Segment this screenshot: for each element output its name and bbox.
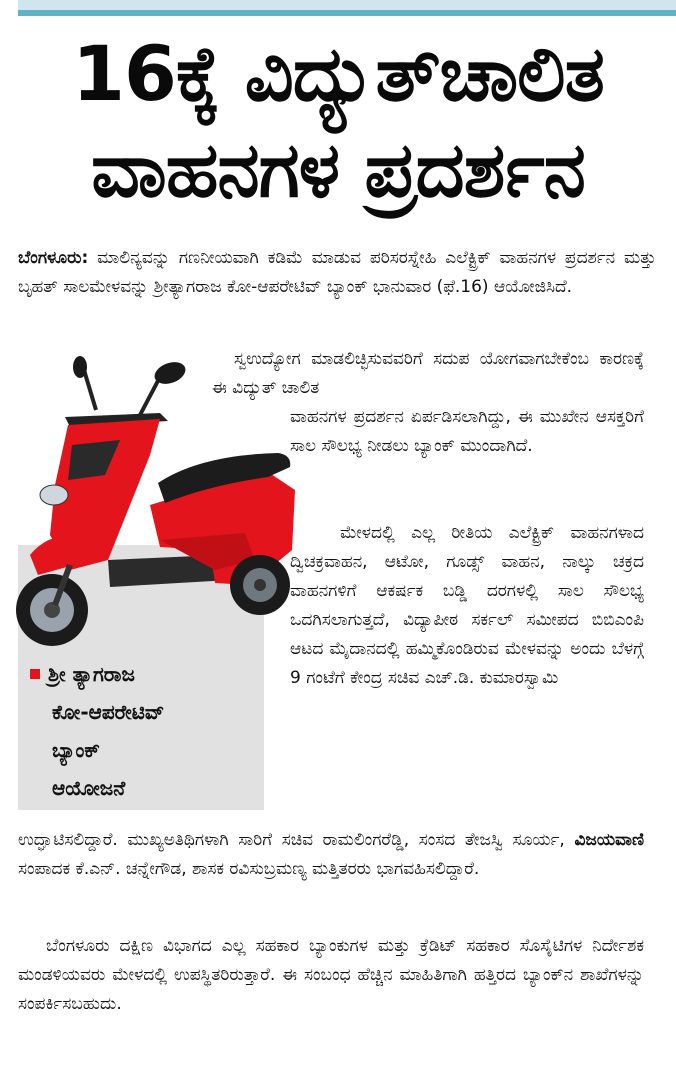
- newspaper-brand-name: ವಿಜಯವಾಣಿ: [574, 830, 644, 850]
- article-paragraph-1: [18, 244, 656, 302]
- top-accent-stripe: [18, 10, 676, 16]
- article-paragraph-4: ಬೆಂಗಳೂರು ದಕ್ಷಿಣ ವಿಭಾಗದ ಎಲ್ಲ ಸಹಕಾರ ಬ್ಯಾಂಕುಗಳ ಮತ್ತು ಕ್ರೆಡಿಟ್ ಸಹಕಾರ ಸೊಸೈಟಿಗಳ ನಿರ್ದೇಶಕ ಮಂಡಳಿಯವರು ಮೇಳದಲ್ಲಿ ಉಪಸ್ಥಿತರಿರುತ್ತಾರೆ. ಈ ಸಂಬಂಧ ಹೆಚ್ಚಿನ ಮಾಹಿತಿಗಾಗಿ ಹತ್ತಿರದ ಬ್ಯಾಂಕ್‌ನ ಶಾಖೆಗಳನ್ನು ಸಂಪರ್ಕಿಸಬಹುದು.: [18, 936, 644, 1014]
- paragraph-3b-text-1: ಉದ್ಘಾಟಿಸಲಿದ್ದಾರೆ. ಮುಖ್ಯಅತಿಥಿಗಳಾಗಿ ಸಾರಿಗೆ ಸಚಿವ ರಾಮಲಿಂಗರೆಡ್ಡಿ, ಸಂಸದ ತೇಜಸ್ವಿ ಸೂರ್ಯ,: [18, 830, 575, 850]
- top-color-bar: [18, 0, 676, 16]
- headline-line-2: ವಾಹನಗಳ ಪ್ರದರ್ಶನ: [91, 125, 585, 214]
- article-paragraph-2b: ವಾಹನಗಳ ಪ್ರದರ್ಶನ ಏರ್ಪಡಿಸಲಾಗಿದ್ದು, ಈ ಮುಖೇನ ಆಸಕ್ತರಿಗೆ ಸಾಲ ಸೌಲಭ್ಯ ನೀಡಲು ಬ್ಯಾಂಕ್ ಮುಂದಾಗಿದೆ.: [290, 407, 644, 456]
- headline: [0, 26, 676, 218]
- caption-line-3: ಬ್ಯಾಂಕ್: [52, 738, 100, 762]
- caption-bullet-icon: [30, 669, 40, 679]
- article-paragraph-3a: ಮೇಳದಲ್ಲಿ ಎಲ್ಲ ರೀತಿಯ ಎಲೆಕ್ಟ್ರಿಕ್ ವಾಹನಗಳಾದ ದ್ವಿಚಕ್ರವಾಹನ, ಆಟೋ, ಗೂಡ್ಸ್ ವಾಹನ, ನಾಲ್ಕು ಚಕ್ರದ ವಾಹನಗಳಿಗೆ ಆಕರ್ಷಕ ಬಡ್ಡಿ ದರಗಳಲ್ಲಿ ಸಾಲ ಸೌಲಭ್ಯ ಒದಗಿಸಲಾಗುತ್ತದೆ, ವಿದ್ಯಾಪೀಠ ಸರ್ಕಲ್ ಸಮೀಪದ ಬಿಬಿಎಂಪಿ ಆಟದ ಮೈದಾನದಲ್ಲಿ ಹಮ್ಮಿಕೊಂಡಿರುವ ಮೇಳವನ್ನು ಅಂದು ಬೆಳಗ್ಗೆ 9 ಗಂಟೆಗೆ ಕೇಂದ್ರ ಸಚಿವ ಎಚ್.ಡಿ. ಕುಮಾರಸ್ವಾಮಿ: [290, 523, 644, 688]
- photo-caption: [22, 655, 252, 807]
- paragraph-3b-text-2: ಸಂಪಾದಕ ಕೆ.ಎನ್. ಚನ್ನೇಗೌಡ, ಶಾಸಕ ರವಿಸುಬ್ರಮಣ್ಯ ಮತ್ತಿತರರು ಭಾಗವಹಿಸಲಿದ್ದಾರೆ.: [18, 859, 480, 879]
- dateline: ಬೆಂಗಳೂರು:: [18, 248, 89, 268]
- article-paragraph-3b: [18, 826, 644, 884]
- paragraph-1-text: ಮಾಲಿನ್ಯವನ್ನು ಗಣನೀಯವಾಗಿ ಕಡಿಮೆ ಮಾಡುವ ಪರಿಸರಸ್ನೇಹಿ ಎಲೆಕ್ಟ್ರಿಕ್ ವಾಹನಗಳ ಪ್ರದರ್ಶನ ಮತ್ತು ಬೃಹತ್ ಸಾಲಮೇಳವನ್ನು ಶ್ರೀತ್ಯಾಗರಾಜ ಕೋ-ಆಪರೇಟಿವ್ ಬ್ಯಾಂಕ್ ಭಾನುವಾರ (ಫೆ.16) ಆಯೋಜಿಸಿದೆ.: [18, 248, 656, 297]
- article-paragraph-2a: ಸ್ವಉದ್ಯೋಗ ಮಾಡಲಿಚ್ಛಿಸುವವರಿಗೆ ಸದುಪ ಯೋಗವಾಗಬೇಕೆಂಬ ಕಾರಣಕ್ಕೆ ಈ ವಿದ್ಯುತ್ ಚಾಲಿತ: [212, 349, 644, 398]
- caption-line-1: [22, 655, 252, 693]
- caption-line-2: ಕೋ-ಆಪರೇಟಿವ್: [52, 700, 165, 724]
- caption-line-1-text: ಶ್ರೀ ತ್ಯಾಗರಾಜ: [48, 662, 135, 686]
- electric-scooter-image: [10, 355, 300, 655]
- headline-line-1: 16ಕ್ಕೆ ವಿದ್ಯುತ್‌ಚಾಲಿತ: [72, 29, 604, 118]
- caption-line-4: ಆಯೋಜನೆ: [52, 776, 126, 800]
